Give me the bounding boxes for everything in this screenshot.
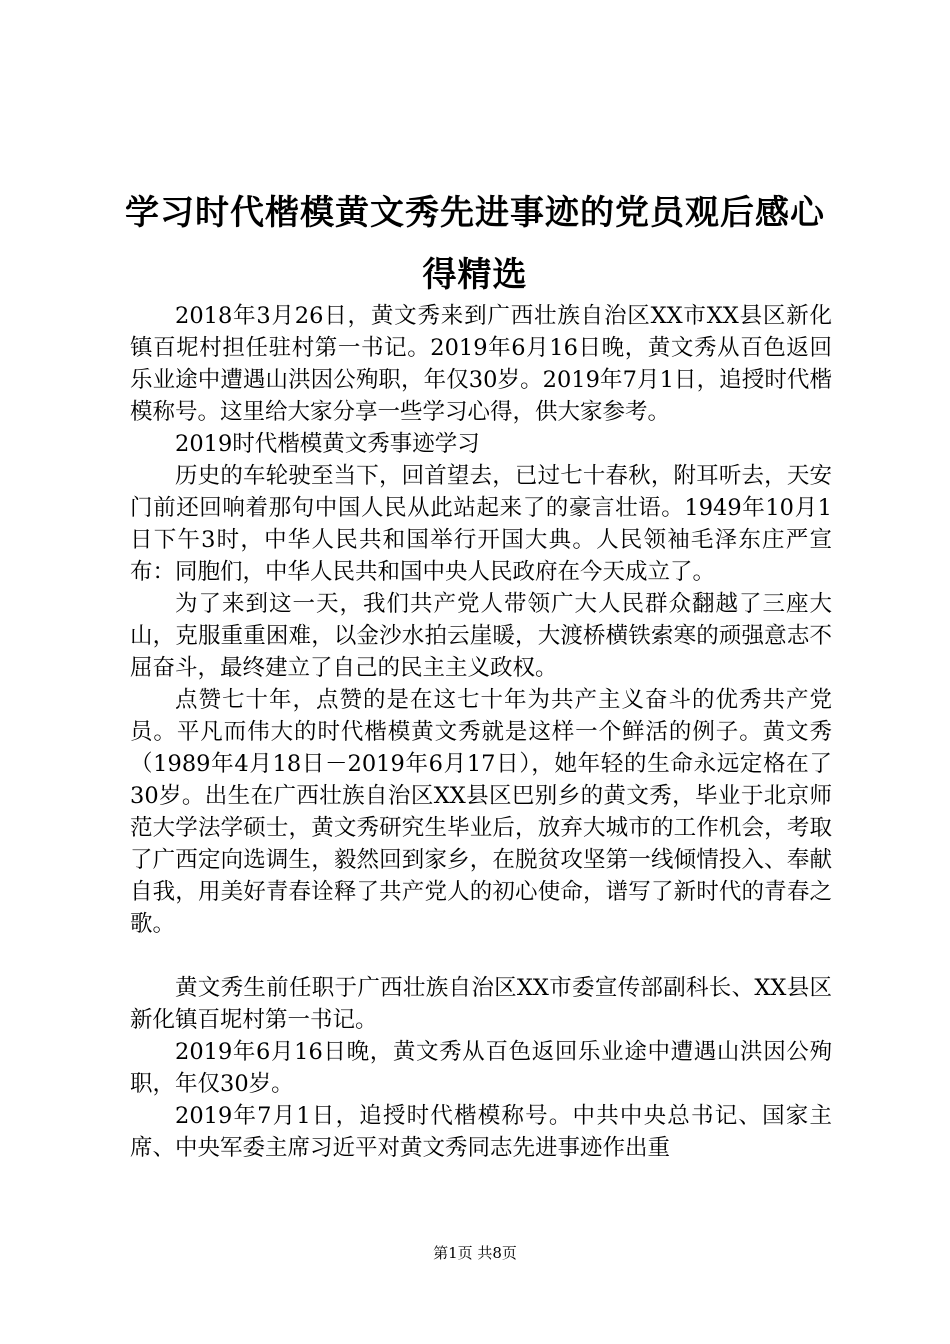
paragraph-honor: 2019年7月1日，追授时代楷模称号。中共中央总书记、国家主席、中央军委主席习近平对黄文秀同志先进事迹作出重 [130,1103,832,1161]
document-title: 学习时代楷模黄文秀先进事迹的党员观后感心得精选 [125,193,825,295]
document-body [130,300,832,1164]
section-heading: 2019时代楷模黄文秀事迹学习 [175,431,480,457]
page-number: 第1页 共8页 [433,1244,517,1262]
paragraph-position: 黄文秀生前任职于广西壮族自治区XX市委宣传部副科长、XX县区新化镇百坭村第一书记。 [130,975,832,1033]
paragraph-intro: 2018年3月26日，黄文秀来到广西壮族自治区XX市XX县区新化镇百坭村担任驻村第一书记。2019年6月16日晚，黄文秀从百色返回乐业途中遭遇山洪因公殉职，年仅30岁。2019年7月1日，追授时代楷模称号。这里给大家分享一些学习心得，供大家参考。 [130,303,832,425]
paragraph-death: 2019年6月16日晚，黄文秀从百色返回乐业途中遭遇山洪因公殉职，年仅30岁。 [130,1039,832,1097]
paragraph-struggle: 为了来到这一天，我们共产党人带领广大人民群众翻越了三座大山，克服重重困难，以金沙水拍云崖暖，大渡桥横铁索寒的顽强意志不屈奋斗，最终建立了自己的民主主义政权。 [130,591,832,681]
paragraph-history: 历史的车轮驶至当下，回首望去，已过七十春秋，附耳听去，天安门前还回响着那句中国人民从此站起来了的豪言壮语。1949年10月1日下午3时，中华人民共和国举行开国大典。人民领袖毛泽东庄严宣布：同胞们，中华人民共和国中央人民政府在今天成立了。 [130,463,832,585]
paragraph-praise: 点赞七十年，点赞的是在这七十年为共产主义奋斗的优秀共产党员。平凡而伟大的时代楷模黄文秀就是这样一个鲜活的例子。黄文秀（1989年4月18日－2019年6月17日），她年轻的生命永远定格在了30岁。出生在广西壮族自治区XX县区巴别乡的黄文秀，毕业于北京师范大学法学硕士，黄文秀研究生毕业后，放弃大城市的工作机会，考取了广西定向选调生，毅然回到家乡，在脱贫攻坚第一线倾情投入、奉献自我，用美好青春诠释了共产党人的初心使命，谱写了新时代的青春之歌。 [130,687,832,937]
